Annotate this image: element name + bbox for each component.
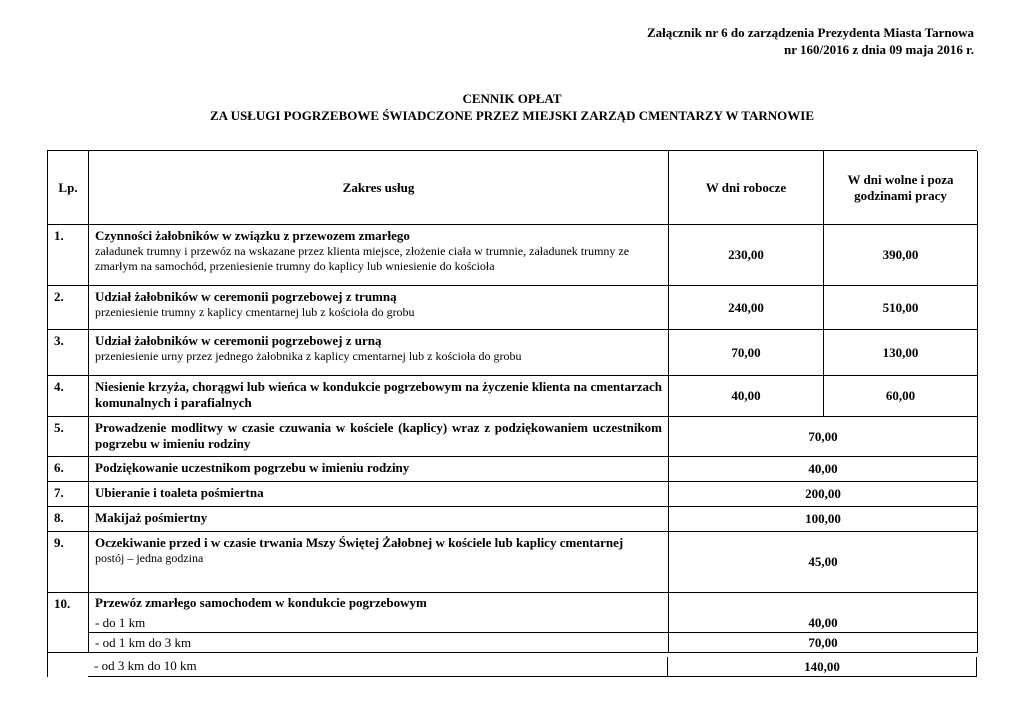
row-1-title: Czynności żałobników w związku z przewozem zmarłego xyxy=(95,228,410,243)
row-10-sub-2-price: 70,00 xyxy=(669,633,978,653)
header-line-2: nr 160/2016 z dnia 09 maja 2016 r. xyxy=(784,42,974,57)
row-7-title: Ubieranie i toaleta pośmiertna xyxy=(95,485,264,500)
row-2-number: 2. xyxy=(48,286,89,330)
document-title xyxy=(0,90,1024,124)
row-8-service xyxy=(89,507,669,532)
document-header xyxy=(647,24,974,58)
row-10-service xyxy=(89,593,669,613)
row-4-workdays-price: 40,00 xyxy=(669,376,824,417)
row-5-service xyxy=(89,417,669,457)
row-10-sub-1-label: - do 1 km xyxy=(89,613,669,633)
row-2-description: przeniesienie trumny z kaplicy cmentarnej lub z kościoła do grobu xyxy=(95,305,415,319)
header-holidays: W dni wolne i poza godzinami pracy xyxy=(824,151,978,225)
row-9-title: Oczekiwanie przed i w czasie trwania Mszy Świętej Żałobnej w kościele lub kaplicy cmentarnej xyxy=(95,535,624,550)
row-8-price: 100,00 xyxy=(669,507,978,532)
row-2-title: Udział żałobników w ceremonii pogrzebowej z trumną xyxy=(95,289,397,304)
row-1-description: załadunek trumny i przewóz na wskazane przez klienta miejsce, złożenie ciała w trumnie, załadunek trumny ze zmarłym na samochód, przeniesienie trumny do kaplicy lub wniesienie do kościoła xyxy=(95,244,630,273)
title-line-1: CENNIK OPŁAT xyxy=(462,91,562,106)
row-7-price: 200,00 xyxy=(669,482,978,507)
row-10-number: 10. xyxy=(48,593,89,653)
row-6-title: Podziękowanie uczestnikom pogrzebu w imieniu rodziny xyxy=(95,460,410,475)
header-scope: Zakres usług xyxy=(89,151,669,225)
row-9-description: postój – jedna godzina xyxy=(95,551,204,565)
title-line-2: ZA USŁUGI POGRZEBOWE ŚWIADCZONE PRZEZ MIEJSKI ZARZĄD CMENTARZY W TARNOWIE xyxy=(209,108,814,123)
header-lp: Lp. xyxy=(48,151,89,225)
row-6-price: 40,00 xyxy=(669,457,978,482)
row-10-title: Przewóz zmarłego samochodem w kondukcie pogrzebowym xyxy=(95,595,427,610)
row-3-workdays-price: 70,00 xyxy=(669,330,824,376)
row-6-service xyxy=(89,457,669,482)
row-7-service xyxy=(89,482,669,507)
row-8-title: Makijaż pośmiertny xyxy=(95,510,208,525)
row-4-number: 4. xyxy=(48,376,89,417)
row-1-holidays-price: 390,00 xyxy=(824,225,978,286)
row-4-title: Niesienie krzyża, chorągwi lub wieńca w kondukcie pogrzebowym na życzenie klienta na cmentarzach komunalnych i parafialnych xyxy=(95,379,662,410)
header-line-1: Załącznik nr 6 do zarządzenia Prezydenta Miasta Tarnowa xyxy=(646,25,974,40)
row-9-price: 45,00 xyxy=(669,532,978,593)
row-5-title: Prowadzenie modlitwy w czasie czuwania w kościele (kaplicy) wraz z podziękowaniem uczestnikom pogrzebu w imieniu rodziny xyxy=(95,420,662,451)
row-2-workdays-price: 240,00 xyxy=(669,286,824,330)
header-workdays: W dni robocze xyxy=(669,151,824,225)
row-2-service xyxy=(89,286,669,330)
row-6-number: 6. xyxy=(48,457,89,482)
row-3-number: 3. xyxy=(48,330,89,376)
row-10-sub-1-price: 40,00 xyxy=(669,613,978,633)
row-10-sub-3-price: 140,00 xyxy=(668,657,977,677)
row-10-sub-3-label: - od 3 km do 10 km xyxy=(88,657,668,677)
row-9-number: 9. xyxy=(48,532,89,593)
row-10-sub-2-label: - od 1 km do 3 km xyxy=(89,633,669,653)
row-1-workdays-price: 230,00 xyxy=(669,225,824,286)
row-3-description: przeniesienie urny przez jednego żałobnika z kaplicy cmentarnej lub z kościoła do grobu xyxy=(95,349,522,363)
row-7-number: 7. xyxy=(48,482,89,507)
row-1-service xyxy=(89,225,669,286)
row-4-service xyxy=(89,376,669,417)
row-3-holidays-price: 130,00 xyxy=(824,330,978,376)
row-5-number: 5. xyxy=(48,417,89,457)
row-3-title: Udział żałobników w ceremonii pogrzebowej z urną xyxy=(95,333,382,348)
row-2-holidays-price: 510,00 xyxy=(824,286,978,330)
row-5-price: 70,00 xyxy=(669,417,978,457)
row-1-number: 1. xyxy=(48,225,89,286)
row-3-service xyxy=(89,330,669,376)
price-table xyxy=(47,150,977,677)
row-9-service xyxy=(89,532,669,593)
row-10-spacer xyxy=(669,593,978,613)
row-4-holidays-price: 60,00 xyxy=(824,376,978,417)
row-8-number: 8. xyxy=(48,507,89,532)
